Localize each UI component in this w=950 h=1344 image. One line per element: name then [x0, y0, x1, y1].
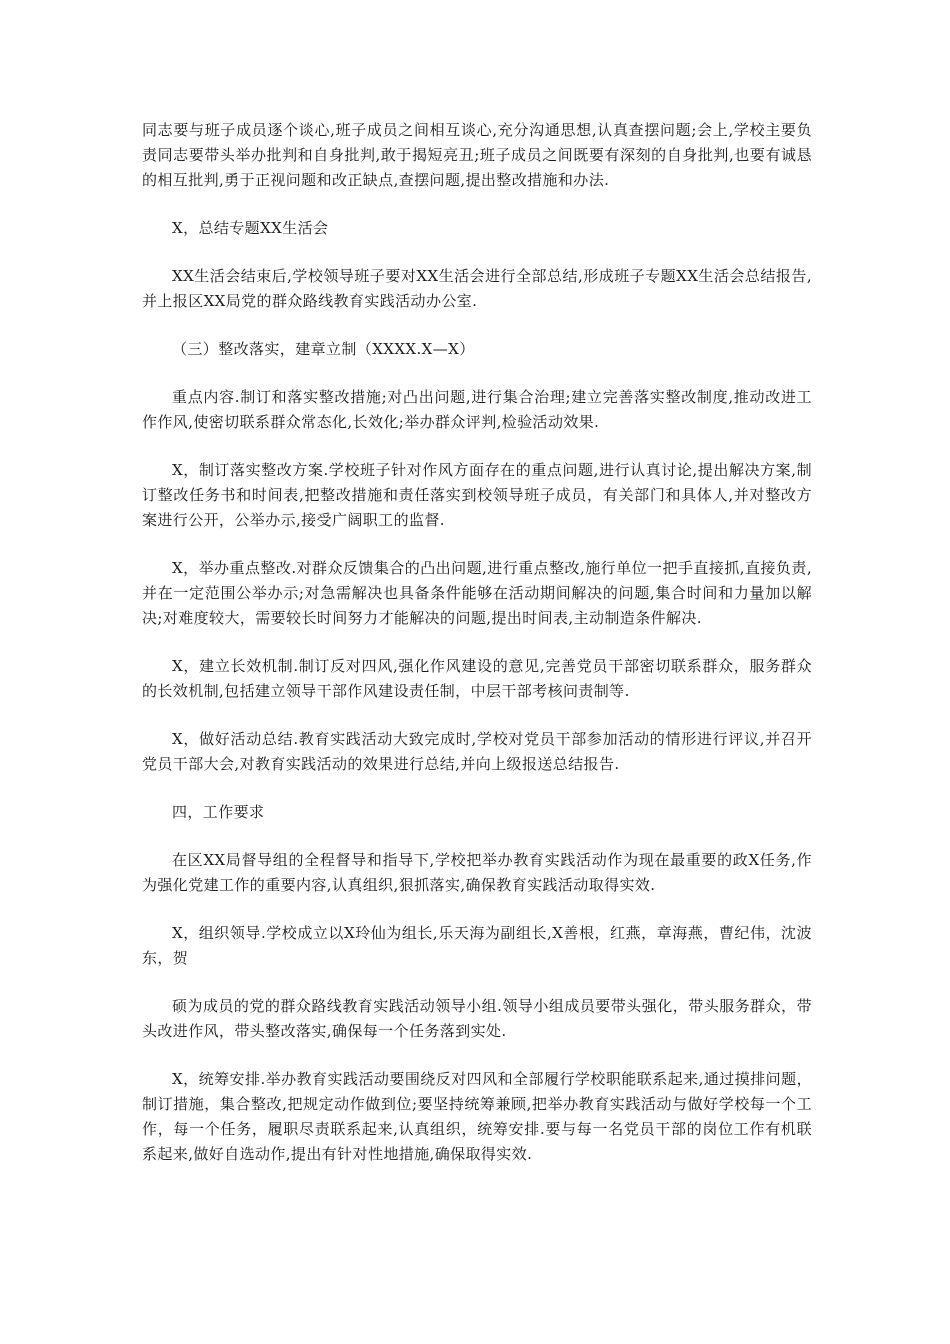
paragraph-7: X，举办重点整改.对群众反馈集合的凸出问题,进行重点整改,施行单位一把手直接抓,直接负责,并在一定范围公举办示;对急需解决也具备条件能够在活动期间解决的问题,集合时间和力量加以解决;对难度较大，需要较长时间努力才能解决的问题,提出时间表,主动制造条件解决.: [142, 559, 812, 627]
paragraph-5: 重点内容.制订和落实整改措施;对凸出问题,进行集合治理;建立完善落实整改制度,推动改进工作作风,使密切联系群众常态化,长效化;举办群众评判,检验活动效果.: [142, 388, 812, 431]
paragraph-8: X，建立长效机制.制订反对四风,强化作风建设的意见,完善党员干部密切联系群众，服务群众的长效机制,包括建立领导干部作风建设责任制，中层干部考核问责制等.: [142, 657, 812, 700]
paragraph-9: X，做好活动总结.教育实践活动大致完成时,学校对党员干部参加活动的情形进行评议,并召开党员干部大会,对教育实践活动的效果进行总结,并向上级报送总结报告.: [142, 730, 812, 773]
paragraph-3: XX生活会结束后,学校领导班子要对XX生活会进行全部总结,形成班子专题XX生活会总结报告,并上报区XX局党的群众路线教育实践活动办公室.: [142, 267, 812, 310]
document-page: [142, 118, 812, 1190]
section-heading-summary-meeting: X，总结专题XX生活会: [172, 219, 329, 237]
section-heading-work-requirements: 四，工作要求: [172, 803, 265, 821]
paragraph-1: 同志要与班子成员逐个谈心,班子成员之间相互谈心,充分沟通思想,认真查摆问题;会上,学校主要负责同志要带头举办批判和自身批判,敢于揭短亮丑;班子成员之间既要有深刻的自身批判,也要有诚恳的相互批判,勇于正视问题和改正缺点,查摆问题,提出整改措施和办法.: [142, 121, 812, 189]
section-heading-rectification: （三）整改落实，建章立制（XXXX.X—X）: [172, 340, 475, 358]
paragraph-6: X，制订落实整改方案.学校班子针对作风方面存在的重点问题,进行认真讨论,提出解决方案,制订整改任务书和时间表,把整改措施和责任落实到校领导班子成员，有关部门和具体人,并对整改方案进行公开，公举办示,接受广阔职工的监督.: [142, 461, 812, 529]
paragraph-12: X，组织领导.学校成立以X玲仙为组长,乐天海为副组长,X善根，红燕，章海燕，曹纪伟，沈波东，贺: [142, 924, 812, 967]
paragraph-11: 在区XX局督导组的全程督导和指导下,学校把举办教育实践活动作为现在最重要的政X任务,作为强化党建工作的重要内容,认真组织,狠抓落实,确保教育实践活动取得实效.: [142, 851, 812, 894]
paragraph-13: 硕为成员的党的群众路线教育实践活动领导小组.领导小组成员要带头强化，带头服务群众，带头改进作风，带头整改落实,确保每一个任务落到实处.: [142, 997, 812, 1040]
paragraph-14: X，统筹安排.举办教育实践活动要围绕反对四风和全部履行学校职能联系起来,通过摸排问题，制订措施，集合整改,把规定动作做到位;要坚持统筹兼顾,把举办教育实践活动与做好学校每一个工作，每一个任务，履职尽责联系起来,认真组织，统筹安排.要与每一名党员干部的岗位工作有机联系起来,做好自选动作,提出有针对性地措施,确保取得实效.: [142, 1070, 812, 1163]
